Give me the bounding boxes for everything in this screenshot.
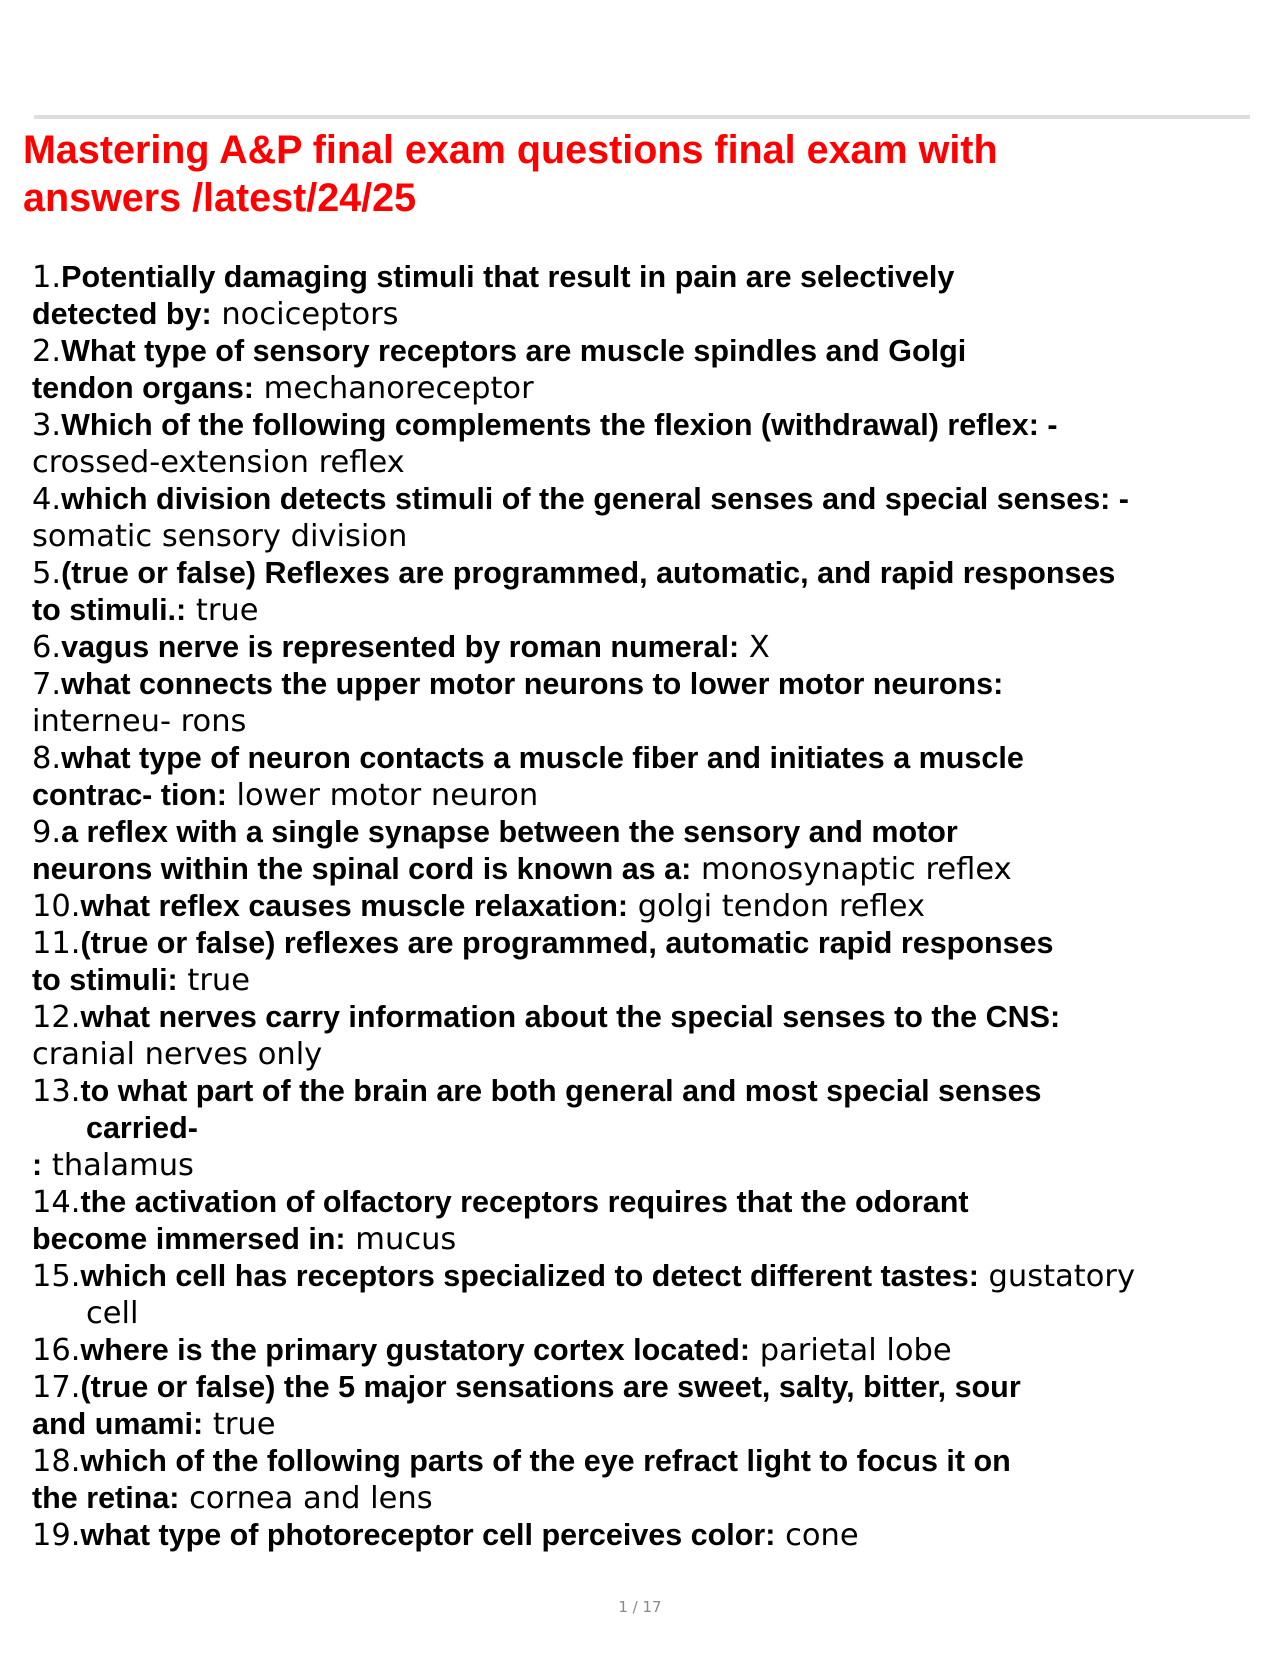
question-number: 3. — [32, 408, 62, 443]
page-title — [23, 126, 1223, 222]
answer-text: crossed-extension reflex — [32, 445, 405, 480]
question-text: Which of the following complements the flexion (withdrawal) reflex: - — [61, 408, 1058, 442]
question-text: (true or false) Reflexes are programmed, automatic, and rapid responses — [61, 556, 1116, 590]
question-12-line-2 — [32, 1036, 1252, 1073]
answer-text: nociceptors — [211, 297, 399, 332]
question-8-line-2 — [32, 777, 1252, 814]
question-text: to what part of the brain are both general and most special senses — [80, 1074, 1042, 1108]
question-number: 2. — [32, 334, 62, 369]
question-9-line-1 — [32, 814, 1252, 851]
title-line-2: answers /latest/24/25 — [23, 176, 417, 220]
question-text: what connects the upper motor neurons to lower motor neurons: — [61, 667, 1004, 701]
answer-text: mucus — [345, 1222, 457, 1257]
question-text: a reflex with a single synapse between the sensory and motor — [61, 815, 958, 849]
question-number: 10. — [32, 889, 81, 924]
question-text: detected by: — [32, 297, 212, 331]
question-list — [32, 259, 1252, 1554]
answer-text: parietal lobe — [750, 1333, 952, 1368]
question-2-line-2 — [32, 370, 1252, 407]
question-8-line-1 — [32, 740, 1252, 777]
question-number: 8. — [32, 741, 62, 776]
question-text: and umami: — [32, 1407, 204, 1441]
question-text: what type of photoreceptor cell perceives color: — [80, 1518, 776, 1552]
question-6-line-1 — [32, 629, 1252, 666]
answer-text: cornea and lens — [179, 1481, 433, 1516]
question-1-line-1 — [32, 259, 1252, 296]
answer-text: thalamus — [42, 1148, 194, 1183]
answer-text: interneu- rons — [32, 704, 247, 739]
question-19-line-1 — [32, 1517, 1252, 1554]
question-18-line-2 — [32, 1480, 1252, 1517]
question-text: what nerves carry information about the special senses to the CNS: — [80, 1000, 1061, 1034]
question-text: tendon organs: — [32, 371, 254, 405]
answer-text: cone — [775, 1518, 859, 1553]
question-2-line-1 — [32, 333, 1252, 370]
answer-text: golgi tendon reflex — [628, 889, 926, 924]
question-text: (true or false) the 5 major sensations are sweet, salty, bitter, sour — [80, 1370, 1021, 1404]
question-7-line-2 — [32, 703, 1252, 740]
question-number: 9. — [32, 815, 62, 850]
question-9-line-2 — [32, 851, 1252, 888]
question-4-line-1 — [32, 481, 1252, 518]
question-number: 13. — [32, 1074, 81, 1109]
question-11-line-2 — [32, 962, 1252, 999]
question-17-line-1 — [32, 1369, 1252, 1406]
question-number: 18. — [32, 1444, 81, 1479]
answer-text: true — [203, 1407, 276, 1442]
answer-text: monosynaptic reflex — [691, 852, 1012, 887]
question-3-line-1 — [32, 407, 1252, 444]
answer-text: mechanoreceptor — [253, 371, 534, 406]
question-number: 1. — [32, 260, 62, 295]
question-text: to stimuli.: — [32, 593, 187, 627]
question-number: 19. — [32, 1518, 81, 1553]
question-number: 6. — [32, 630, 62, 665]
question-number: 4. — [32, 482, 62, 517]
question-number: 5. — [32, 556, 62, 591]
question-text: which division detects stimuli of the general senses and special senses: - — [61, 482, 1129, 516]
question-10-line-1 — [32, 888, 1252, 925]
answer-text: somatic sensory division — [32, 519, 408, 554]
answer-text: X — [739, 630, 770, 665]
question-12-line-1 — [32, 999, 1252, 1036]
question-14-line-2 — [32, 1221, 1252, 1258]
question-text: carried- — [86, 1111, 198, 1145]
question-15-line-1 — [32, 1258, 1252, 1295]
question-text: which of the following parts of the eye refract light to focus it on — [80, 1444, 1011, 1478]
question-16-line-1 — [32, 1332, 1252, 1369]
question-number: 17. — [32, 1370, 81, 1405]
question-18-line-1 — [32, 1443, 1252, 1480]
question-text: contrac- tion: — [32, 778, 227, 812]
question-number: 16. — [32, 1333, 81, 1368]
question-7-line-1 — [32, 666, 1252, 703]
question-1-line-2 — [32, 296, 1252, 333]
page-indicator: 1 / 17 — [618, 1598, 662, 1616]
answer-text: gustatory — [978, 1259, 1135, 1294]
question-13-line-1 — [32, 1073, 1252, 1110]
question-text: where is the primary gustatory cortex located: — [80, 1333, 751, 1367]
question-text: what reflex causes muscle relaxation: — [80, 889, 629, 923]
question-3-line-2 — [32, 444, 1252, 481]
question-text: Potentially damaging stimuli that result in pain are selectively — [61, 260, 955, 294]
answer-text: true — [186, 593, 259, 628]
question-17-line-2 — [32, 1406, 1252, 1443]
header-rule — [34, 115, 1250, 119]
question-14-line-1 — [32, 1184, 1252, 1221]
answer-text: lower motor neuron — [226, 778, 539, 813]
question-text: what type of neuron contacts a muscle fiber and initiates a muscle — [61, 741, 1024, 775]
question-text: vagus nerve is represented by roman numeral: — [61, 630, 740, 664]
title-line-1: Mastering A&P final exam questions final exam with — [23, 128, 998, 172]
question-text: to stimuli: — [32, 963, 178, 997]
question-text: become immersed in: — [32, 1222, 346, 1256]
question-text: (true or false) reflexes are programmed, automatic rapid responses — [80, 926, 1054, 960]
question-text: the retina: — [32, 1481, 180, 1515]
question-number: 14. — [32, 1185, 81, 1220]
question-text: : — [32, 1148, 43, 1182]
question-number: 12. — [32, 1000, 81, 1035]
question-number: 11. — [32, 926, 81, 961]
question-text: which cell has receptors specialized to detect different tastes: — [80, 1259, 979, 1293]
question-15-line-2 — [32, 1295, 1252, 1332]
question-4-line-2 — [32, 518, 1252, 555]
question-5-line-1 — [32, 555, 1252, 592]
question-5-line-2 — [32, 592, 1252, 629]
question-11-line-1 — [32, 925, 1252, 962]
question-number: 15. — [32, 1259, 81, 1294]
answer-text: cranial nerves only — [32, 1037, 323, 1072]
question-text: What type of sensory receptors are muscle spindles and Golgi — [61, 334, 967, 368]
question-text: neurons within the spinal cord is known as a: — [32, 852, 692, 886]
question-text: the activation of olfactory receptors requires that the odorant — [80, 1185, 969, 1219]
answer-text: cell — [86, 1296, 139, 1331]
question-13-line-2 — [32, 1110, 1252, 1147]
answer-text: true — [177, 963, 251, 998]
question-13-line-3 — [32, 1147, 1252, 1184]
question-number: 7. — [32, 667, 62, 702]
